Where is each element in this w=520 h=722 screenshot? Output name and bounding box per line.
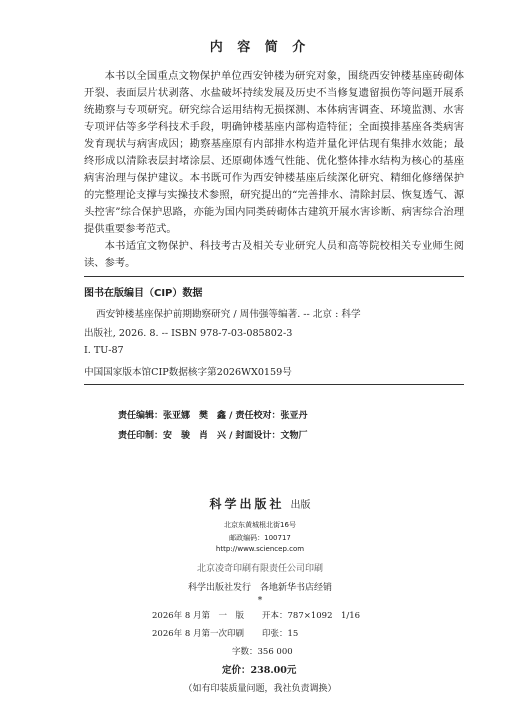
separator-star: * — [257, 596, 263, 606]
price: 定价：238.00元 — [222, 665, 297, 676]
quality-notice: （如有印装质量问题，我社负责调换） — [183, 684, 337, 694]
cip-classification: Ⅰ. TU-87 — [84, 345, 124, 356]
section-title: 内 容 简 介 — [209, 40, 311, 55]
publisher-suffix: 出版 — [290, 500, 311, 511]
edition-date: 2026年 8 月第 一 版 — [152, 611, 244, 621]
intro-paragraph: 本书适宜文物保护、科技考古及相关专业研究人员和高等院校相关专业师生阅读、参考。 — [84, 240, 464, 269]
publisher-website: http://www.sciencep.com — [215, 545, 305, 553]
cip-line: 出版社, 2026. 8. -- ISBN 978-7-03-085802-3 — [84, 328, 293, 339]
publisher-postcode: 邮政编码：100717 — [229, 534, 291, 542]
cip-heading: 图书在版编目（CIP）数据 — [84, 288, 203, 299]
publisher-name: 科学出版社 — [209, 497, 285, 511]
format-spec: 开本：787×1092 1/16 — [262, 611, 361, 621]
divider — [84, 276, 464, 277]
cip-line: 西安钟楼基座保护前期勘察研究 / 周伟强等编著. -- 北京 : 科学 — [96, 309, 361, 320]
credit-line-production: 责任印制：安 骏 肖 兴 / 封面设计：文物厂 — [118, 431, 308, 441]
divider — [84, 384, 464, 385]
print-date: 2026年 8 月第一次印刷 — [152, 629, 244, 639]
printer-line: 北京凌奇印刷有限责任公司印刷 — [196, 564, 323, 574]
intro-paragraph: 本书以全国重点文物保护单位西安钟楼为研究对象，围绕西安钟楼基座砖砌体开裂、表面层片状剥落、水盐破坏持续发展及历史不当修复遗留损伤等问题开展系统勘察与专项研究。研究综合运用结构无损探测、本体病害调查、环境监测、水害专项评估等多学科技术手段，明确钟楼基座内部构造特征；全面摸排基座各类病害发育现状与病害成因；勘察基座原有内部排水构造并量化评估现有集排水效能；最终形成以清除表层封堵涂层、还原砌体透气性能、优化整体排水结构为核心的基座病害治理与保护建议。本书既可作为西安钟楼基座后续深化研究、精细化修缮保护的完整理论支撑与实操技术参照，研究提出的“完善排水、清除封层、恢复透气、源头控害”综合保护思路，亦能为国内同类砖砌体古建筑开展水害诊断、病害综合治理提供重要参考范式。 — [84, 70, 464, 235]
publisher-address: 北京东黄城根北街16号 — [224, 521, 296, 529]
distribution-line: 科学出版社发行 各地新华书店经销 — [187, 583, 332, 593]
intro-body — [84, 68, 464, 272]
publisher-logo — [0, 495, 520, 512]
cip-number: 中国国家版本馆CIP数据核字第2026WX0159号 — [84, 367, 292, 378]
credit-line-editors: 责任编辑：张亚娜 樊 鑫 / 责任校对：张亚丹 — [118, 411, 308, 421]
sheet-count: 印张：15 — [262, 629, 299, 639]
word-count: 字数：356 000 — [232, 647, 293, 657]
